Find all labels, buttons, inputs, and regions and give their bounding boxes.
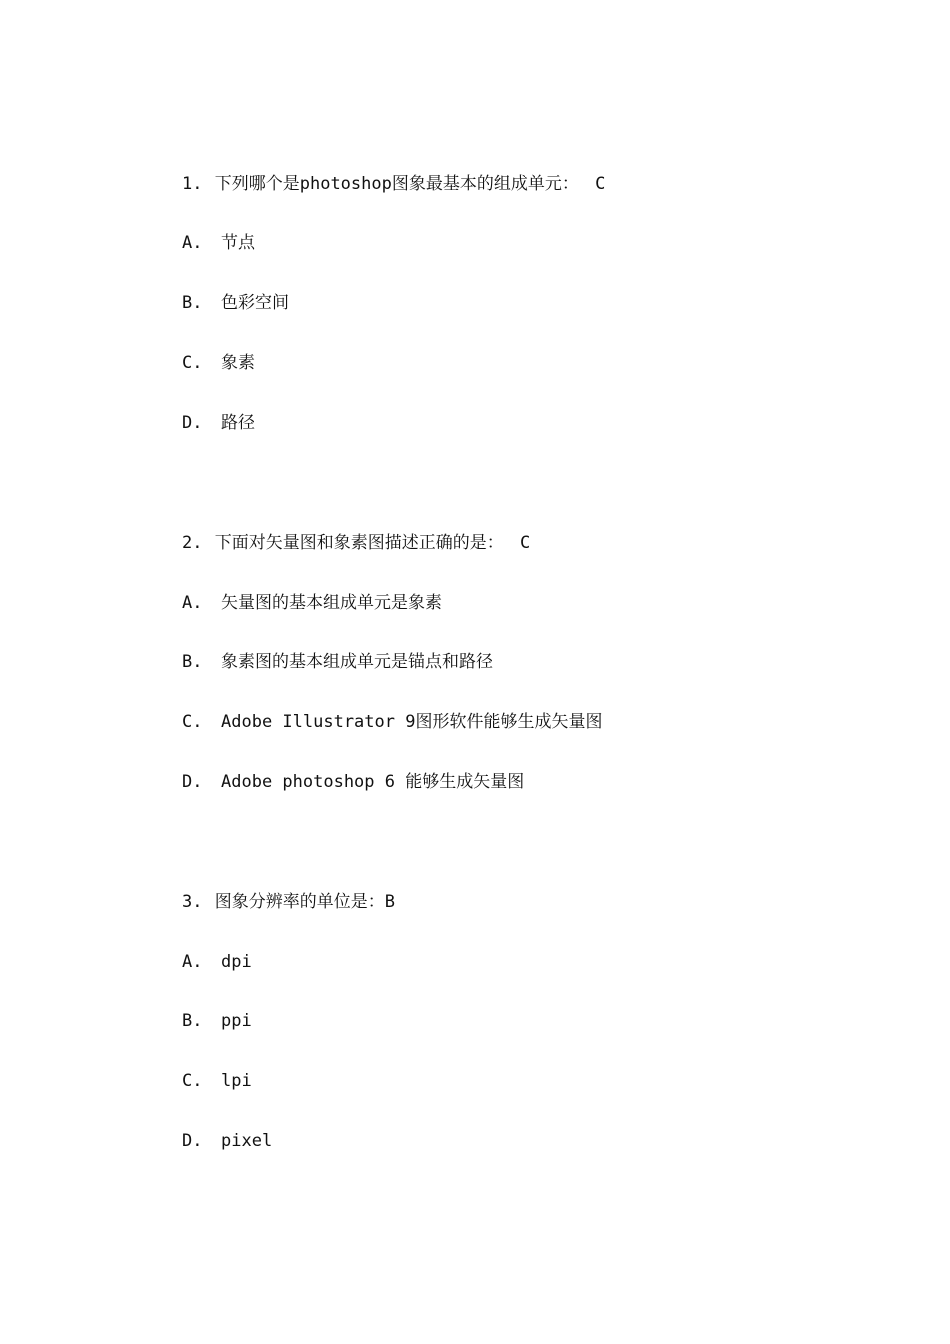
option-c — [182, 1069, 252, 1093]
option-letter: D. — [182, 1131, 203, 1151]
option-d — [182, 770, 524, 794]
question-stem — [182, 172, 605, 196]
question-text: 下面对矢量图和象素图描述正确的是： — [214, 533, 504, 553]
option-letter: A. — [182, 233, 203, 253]
option-d — [182, 411, 255, 435]
option-letter: B. — [182, 652, 203, 672]
option-text: Adobe Illustrator 9图形软件能够生成矢量图 — [221, 712, 603, 732]
option-letter: C. — [182, 1071, 203, 1091]
option-text: 矢量图的基本组成单元是象素 — [221, 593, 442, 613]
option-letter: D. — [182, 413, 203, 433]
option-text: pixel — [221, 1131, 273, 1151]
option-text: Adobe photoshop 6 能够生成矢量图 — [221, 772, 525, 792]
option-b — [182, 650, 493, 674]
option-text: ppi — [221, 1011, 252, 1031]
question-stem — [182, 531, 530, 555]
question-number: 2. — [182, 533, 203, 553]
question-stem — [182, 890, 395, 914]
option-text: 节点 — [221, 233, 255, 253]
question-text: 下列哪个是photoshop图象最基本的组成单元： — [214, 174, 579, 194]
option-letter: A. — [182, 952, 203, 972]
option-b — [182, 1009, 252, 1033]
option-text: dpi — [221, 952, 252, 972]
question-answer: C — [595, 174, 606, 194]
option-a — [182, 950, 252, 974]
option-b — [182, 291, 289, 315]
option-letter: C. — [182, 353, 203, 373]
question-number: 3. — [182, 892, 203, 912]
option-a — [182, 591, 442, 615]
option-text: 象素图的基本组成单元是锚点和路径 — [221, 652, 493, 672]
question-answer: B — [384, 892, 395, 912]
question-text: 图象分辨率的单位是： — [214, 892, 385, 912]
option-letter: B. — [182, 1011, 203, 1031]
option-text: 路径 — [221, 413, 255, 433]
option-text: 象素 — [221, 353, 255, 373]
option-text: 色彩空间 — [221, 293, 289, 313]
question-number: 1. — [182, 174, 203, 194]
option-letter: C. — [182, 712, 203, 732]
option-c — [182, 710, 602, 734]
question-answer: C — [519, 533, 531, 553]
option-a — [182, 231, 255, 255]
option-d — [182, 1129, 272, 1153]
option-text: lpi — [221, 1071, 252, 1091]
option-letter: D. — [182, 772, 203, 792]
option-c — [182, 351, 255, 375]
option-letter: B. — [182, 293, 203, 313]
option-letter: A. — [182, 593, 203, 613]
